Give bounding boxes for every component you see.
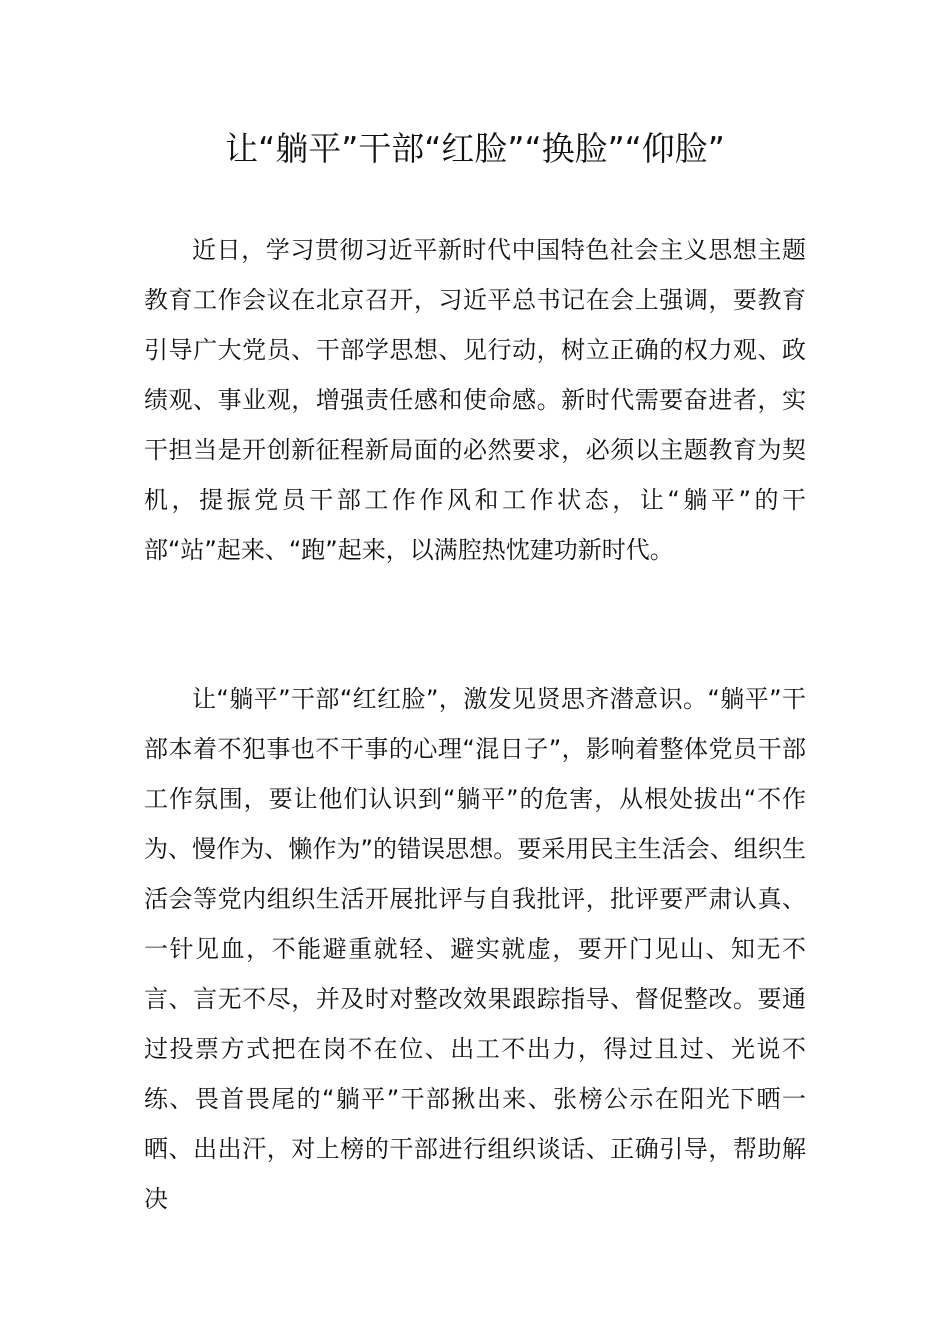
paragraph-2: 让“躺平”干部“红红脸”，激发见贤思齐潜意识。“躺平”干部本着不犯事也不干事的心理“混日子”，影响着整体党员干部工作氛围，要让他们认识到“躺平”的危害，从根处拔出“不作为、慢作为、懒作为”的错误思想。要采用民主生活会、组织生活会等党内组织生活开展批评与自我批评，批评要严肃认真、一针见血，不能避重就轻、避实就虚，要开门见山、知无不言、言无不尽，并及时对整改效果跟踪指导、督促整改。要通过投票方式把在岗不在位、出工不出力，得过且过、光说不练、畏首畏尾的“躺平”干部揪出来、张榜公示在阳光下晒一晒、出出汗，对上榜的干部进行组织谈话、正确引导，帮助解决 [144, 685, 806, 1213]
paragraph-1: 近日，学习贯彻习近平新时代中国特色社会主义思想主题教育工作会议在北京召开，习近平总书记在会上强调，要教育引导广大党员、干部学思想、见行动，树立正确的权力观、政绩观、事业观，增强责任感和使命感。新时代需要奋进者，实干担当是开创新征程新局面的必然要求，必须以主题教育为契机，提振党员干部工作作风和工作状态，让“躺平”的干部“站”起来、“跑”起来，以满腔热忱建功新时代。 [144, 236, 806, 564]
document-title: 让“躺平”干部“红脸”“换脸”“仰脸” [225, 129, 725, 168]
